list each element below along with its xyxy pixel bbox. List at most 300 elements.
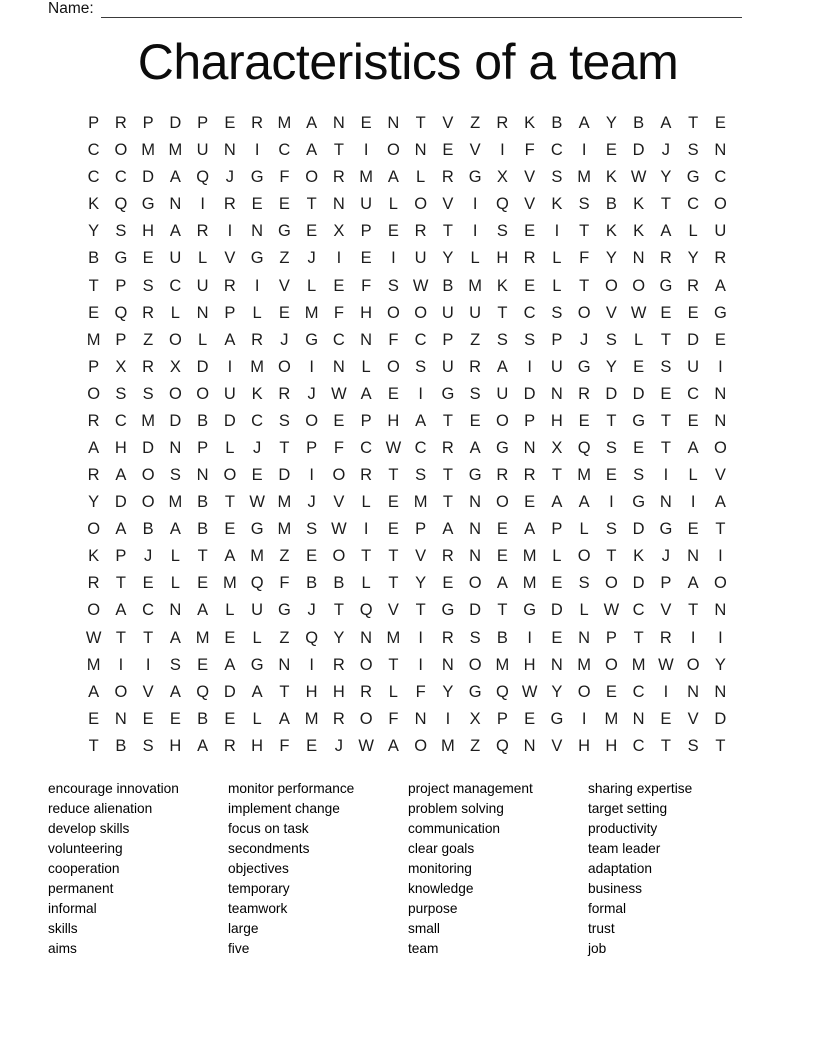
grid-letter: Q [196,168,210,187]
word-list-item: reduce alienation [48,800,153,816]
grid-letter: E [360,249,372,268]
grid-letter: P [605,628,617,647]
grid-letter: N [714,141,727,160]
grid-letter: G [550,709,564,728]
grid-letter: H [496,249,509,268]
grid-letter: B [306,574,318,593]
grid-letter: B [197,520,209,539]
grid-letter: E [578,411,590,430]
grid-letter: M [304,303,319,322]
grid-letter: I [336,249,342,268]
grid-letter: L [170,303,180,322]
grid-letter: T [660,438,671,457]
word-list-item: encourage innovation [48,781,179,796]
grid-letter: J [307,249,316,268]
grid-letter: E [197,655,209,674]
grid-letter: G [277,222,291,241]
grid-letter: P [115,547,127,566]
grid-letter: I [663,682,669,701]
grid-letter: O [114,141,128,160]
word-list-item: job [588,940,607,956]
grid-letter: E [387,222,399,241]
grid-letter: E [278,303,290,322]
grid-letter: N [714,682,727,701]
grid-letter: D [169,411,182,430]
grid-letter: A [660,114,672,133]
grid-letter: M [86,655,101,674]
grid-letter: S [142,384,154,403]
grid-letter: O [305,168,319,187]
grid-letter: E [88,303,100,322]
grid-letter: W [412,276,429,295]
grid-letter: D [169,114,182,133]
grid-letter: L [634,330,644,349]
grid-letter: H [523,655,536,674]
grid-letter: E [605,141,617,160]
grid-letter: T [333,601,344,620]
grid-letter: M [522,547,537,566]
grid-letter: K [633,195,645,214]
name-fill-line [101,1,742,18]
grid-letter: M [522,574,537,593]
grid-letter: M [604,709,619,728]
grid-letter: Y [88,222,100,241]
grid-letter: K [524,114,536,133]
grid-letter: N [632,709,645,728]
grid-letter: G [250,655,264,674]
word-list-item: trust [588,920,615,936]
grid-letter: T [688,601,699,620]
grid-letter: B [197,709,209,728]
grid-letter: O [632,276,646,295]
grid-letter: E [633,438,645,457]
grid-letter: N [251,222,264,241]
grid-letter: Y [415,574,427,593]
grid-letter: C [169,276,182,295]
grid-letter: T [415,601,426,620]
grid-letter: W [630,303,647,322]
grid-letter: G [686,168,700,187]
grid-letter: R [441,547,454,566]
grid-letter: A [115,520,127,539]
grid-letter: C [142,601,155,620]
grid-letter: N [332,357,345,376]
grid-letter: M [277,493,292,512]
grid-letter: E [442,141,454,160]
grid-letter: R [523,249,536,268]
grid-letter: A [714,276,726,295]
grid-letter: T [333,141,344,160]
grid-letter: E [605,466,617,485]
grid-letter: U [550,357,563,376]
grid-letter: I [609,493,614,512]
grid-letter: N [169,438,182,457]
grid-letter: L [170,574,180,593]
grid-letter: N [360,330,373,349]
grid-letter: V [415,547,427,566]
grid-letter: E [633,357,645,376]
grid-letter: A [551,493,563,512]
grid-letter: T [633,628,644,647]
grid-letter: O [277,357,291,376]
grid-letter: O [604,276,618,295]
grid-letter: E [142,574,154,593]
grid-letter: E [197,574,209,593]
grid-letter: N [550,384,563,403]
grid-letter: O [468,574,482,593]
grid-letter: C [632,601,645,620]
grid-letter: Q [196,682,210,701]
grid-letter: A [224,330,236,349]
grid-letter: B [115,736,127,755]
grid-letter: L [552,249,562,268]
grid-letter: N [196,466,209,485]
grid-letter: I [145,655,151,674]
grid-letter: T [388,655,399,674]
grid-letter: A [169,222,181,241]
grid-letter: P [415,520,427,539]
grid-letter: A [115,601,127,620]
grid-letter: A [169,628,181,647]
word-list-item: five [228,940,250,956]
grid-letter: O [168,330,182,349]
grid-letter: A [660,222,672,241]
grid-letter: R [441,628,454,647]
grid-letter: S [605,520,617,539]
word-list-item: temporary [228,880,290,896]
grid-letter: T [497,303,508,322]
grid-letter: J [280,330,289,349]
grid-letter: L [252,709,262,728]
grid-letter: J [580,330,589,349]
word-list-column [228,779,408,958]
grid-letter: K [605,168,617,187]
grid-letter: V [442,195,454,214]
grid-letter: G [468,682,482,701]
grid-letter: S [687,736,699,755]
word-list-item: skills [48,920,78,936]
grid-letter: U [687,357,700,376]
grid-letter: Q [495,682,509,701]
grid-letter: E [278,195,290,214]
grid-letter: E [333,411,345,430]
grid-letter: N [714,384,727,403]
grid-letter: T [388,547,399,566]
grid-letter: A [524,520,536,539]
grid-letter: T [88,736,99,755]
grid-letter: B [496,628,508,647]
grid-letter: I [309,466,314,485]
grid-letter: K [496,276,508,295]
grid-letter: N [550,655,563,674]
grid-letter: G [632,493,646,512]
grid-letter: A [169,168,181,187]
grid-letter: R [332,168,345,187]
grid-letter: W [630,168,647,187]
grid-letter: L [307,276,317,295]
grid-letter: T [579,276,590,295]
grid-letter: V [142,682,154,701]
grid-letter: A [224,655,236,674]
grid-letter: A [469,438,481,457]
grid-letter: M [168,141,183,160]
word-list-item: target setting [588,800,668,816]
grid-letter: V [387,601,399,620]
grid-letter: E [551,574,563,593]
word-list-item: clear goals [408,840,475,856]
word-list-item: knowledge [408,880,474,896]
grid-letter: N [278,655,291,674]
grid-letter: O [414,736,428,755]
grid-letter: N [169,195,182,214]
grid-letter: K [88,195,100,214]
grid-letter: P [660,574,672,593]
grid-letter: E [224,709,236,728]
grid-letter: O [332,547,346,566]
grid-letter: E [224,114,236,133]
grid-letter: L [416,168,426,187]
grid-letter: Q [114,195,128,214]
grid-letter: A [360,384,372,403]
grid-letter: B [633,114,645,133]
grid-letter: W [85,628,102,647]
grid-letter: I [254,141,260,160]
grid-letter: O [495,411,509,430]
grid-letter: S [469,628,481,647]
grid-letter: H [251,736,264,755]
grid-letter: R [223,195,236,214]
grid-letter: T [143,628,154,647]
grid-letter: O [168,384,182,403]
grid-letter: I [309,357,314,376]
grid-letter: K [633,222,645,241]
word-list-item: team leader [588,840,661,856]
grid-letter: V [333,493,345,512]
grid-letter: E [251,195,263,214]
grid-letter: T [388,574,399,593]
grid-letter: Y [442,249,454,268]
grid-letter: V [224,249,236,268]
grid-letter: H [169,736,182,755]
grid-letter: A [169,520,181,539]
grid-letter: Q [114,303,128,322]
grid-letter: O [686,655,700,674]
grid-letter: I [718,357,723,376]
grid-letter: T [115,628,126,647]
grid-letter: Z [279,249,290,268]
word-search-grid [80,110,734,760]
grid-letter: Y [442,682,454,701]
grid-letter: D [142,168,155,187]
grid-letter: E [442,574,454,593]
grid-letter: G [277,601,291,620]
grid-letter: D [714,709,727,728]
grid-letter: N [714,601,727,620]
grid-letter: U [251,601,264,620]
grid-letter: X [333,222,345,241]
grid-letter: D [632,141,645,160]
grid-letter: U [196,141,209,160]
grid-letter: J [253,438,262,457]
grid-letter: R [87,466,100,485]
grid-letter: T [606,411,617,430]
grid-letter: P [442,330,454,349]
grid-letter: G [250,520,264,539]
grid-letter: L [361,493,371,512]
grid-letter: C [632,736,645,755]
grid-letter: B [605,195,617,214]
grid-letter: F [524,141,535,160]
grid-letter: R [87,574,100,593]
grid-letter: O [141,493,155,512]
word-list-column [48,779,228,958]
grid-letter: L [361,574,371,593]
grid-letter: V [524,195,536,214]
word-list-item: cooperation [48,860,120,876]
grid-letter: E [660,709,672,728]
grid-letter: S [169,655,181,674]
word-list-item: productivity [588,820,658,836]
grid-letter: A [687,574,699,593]
grid-letter: X [169,357,181,376]
grid-letter: C [414,330,427,349]
grid-letter: D [687,330,700,349]
grid-letter: R [414,222,427,241]
grid-letter: D [632,384,645,403]
grid-letter: I [200,195,205,214]
grid-letter: G [659,520,673,539]
grid-letter: D [142,438,155,457]
grid-letter: X [115,357,127,376]
grid-letter: O [713,438,727,457]
grid-letter: V [687,709,699,728]
grid-letter: S [278,411,290,430]
grid-letter: S [142,736,154,755]
grid-letter: J [661,141,670,160]
grid-letter: F [579,249,590,268]
grid-letter: A [415,411,427,430]
grid-letter: A [496,357,508,376]
grid-letter: E [306,222,318,241]
grid-letter: P [496,709,508,728]
grid-letter: A [496,574,508,593]
grid-letter: T [388,466,399,485]
grid-letter: O [604,655,618,674]
grid-letter: K [605,222,617,241]
grid-letter: U [414,249,427,268]
grid-letter: F [279,574,290,593]
grid-letter: E [469,411,481,430]
grid-letter: N [469,493,482,512]
grid-letter: A [88,438,100,457]
grid-letter: E [687,411,699,430]
grid-letter: C [87,141,100,160]
grid-letter: L [688,466,698,485]
grid-letter: T [361,547,372,566]
grid-letter: H [578,736,591,755]
grid-letter: F [333,438,344,457]
grid-letter: Y [88,493,100,512]
grid-letter: A [306,141,318,160]
grid-letter: A [169,682,181,701]
grid-letter: H [550,411,563,430]
grid-letter: M [441,736,455,755]
grid-letter: P [551,520,563,539]
grid-letter: A [197,601,209,620]
grid-letter: I [391,249,396,268]
grid-letter: Y [714,655,726,674]
grid-letter: U [496,384,509,403]
grid-letter: T [606,547,617,566]
grid-letter: S [578,195,590,214]
grid-letter: R [251,330,264,349]
grid-letter: G [114,249,128,268]
grid-letter: W [385,438,402,457]
grid-letter: S [496,330,508,349]
grid-letter: C [550,141,563,160]
word-list-item: formal [588,900,627,916]
word-list-item: team [408,940,439,956]
grid-letter: K [251,384,263,403]
grid-letter: I [554,222,560,241]
grid-letter: I [527,628,532,647]
grid-letter: I [581,141,587,160]
grid-letter: L [361,357,371,376]
grid-letter: A [278,709,290,728]
grid-letter: E [88,709,100,728]
grid-letter: O [577,547,591,566]
grid-letter: R [114,114,127,133]
grid-letter: I [418,628,423,647]
grid-letter: N [332,195,345,214]
grid-letter: Z [470,736,481,755]
grid-letter: P [115,330,127,349]
grid-letter: M [277,114,292,133]
grid-letter: P [360,222,372,241]
grid-letter: E [660,384,672,403]
grid-letter: R [223,736,236,755]
grid-letter: I [690,628,696,647]
grid-letter: F [333,303,344,322]
grid-letter: H [387,411,400,430]
grid-letter: E [524,709,536,728]
grid-letter: R [332,709,345,728]
grid-letter: N [223,141,236,160]
grid-letter: P [551,330,563,349]
grid-letter: T [415,114,426,133]
grid-letter: O [604,574,618,593]
word-list-item: secondments [228,840,310,856]
grid-letter: R [87,411,100,430]
word-list-item: small [408,920,440,936]
grid-letter: F [361,276,372,295]
grid-letter: M [359,168,373,187]
grid-letter: O [386,357,400,376]
grid-letter: O [414,303,428,322]
word-list-item: project management [408,781,533,796]
grid-letter: L [579,601,589,620]
grid-letter: P [197,114,209,133]
grid-letter: S [605,438,617,457]
grid-letter: Y [660,168,672,187]
word-list-item: volunteering [48,840,123,856]
grid-letter: U [360,195,373,214]
grid-letter: N [196,303,209,322]
grid-letter: T [88,276,99,295]
grid-letter: G [632,411,646,430]
grid-letter: I [718,628,723,647]
grid-letter: I [472,195,478,214]
